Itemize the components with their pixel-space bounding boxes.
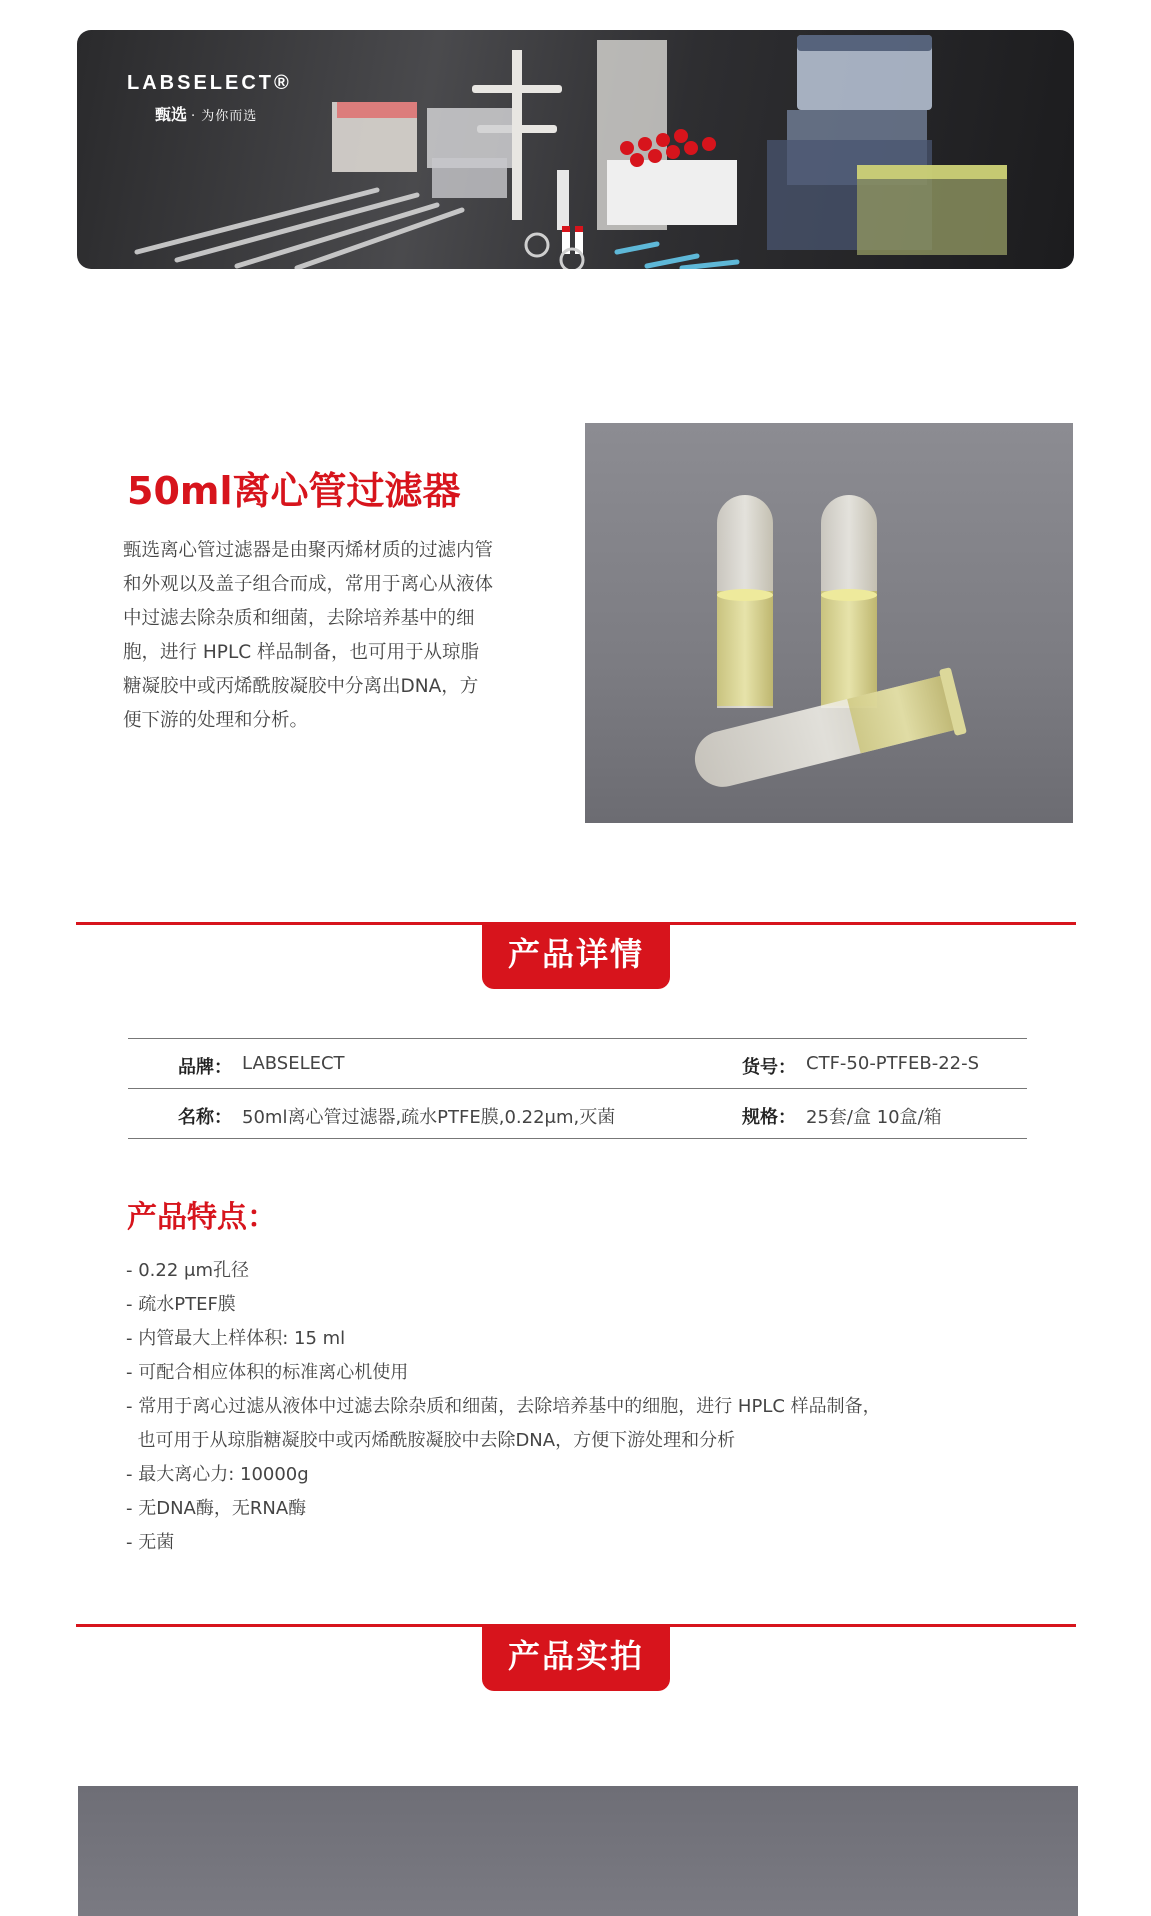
product-photo [585, 423, 1073, 823]
product-info-table [128, 1038, 1027, 1139]
list-item: - 无菌 [126, 1532, 175, 1553]
brand-slogan-text: · 为你而选 [191, 109, 258, 124]
product-description: 甄选离心管过滤器是由聚丙烯材质的过滤内管和外观以及盖子组合而成，常用于离心从液体中过滤去除杂质和细菌，去除培养基中的细胞，进行 HPLC 样品制备，也可用于从琼脂糖凝胶中或丙烯酰胺凝胶中分离出DNA，方便下游的处理和分析。 [123, 540, 494, 731]
list-item: 也可用于从琼脂糖凝胶中或丙烯酰胺凝胶中去除DNA，方便下游处理和分析 [126, 1430, 736, 1451]
brand-label: 品牌： [178, 1057, 232, 1078]
lab-products-illustration [77, 30, 1074, 269]
brand-banner [77, 30, 1074, 269]
list-item: - 最大离心力: 10000g [126, 1464, 309, 1485]
centrifuge-filter-tubes-image [585, 423, 1073, 823]
list-item: - 内管最大上样体积: 15 ml [126, 1328, 346, 1349]
spec-label: 规格： [742, 1107, 796, 1128]
table-row [128, 1088, 1027, 1139]
list-item: - 疏水PTEF膜 [126, 1294, 236, 1315]
brand-logo-cn: 甄选 [155, 105, 188, 124]
brand-slogan [155, 102, 257, 125]
list-item: - 无DNA酶，无RNA酶 [126, 1498, 307, 1519]
product-title: 50ml离心管过滤器 [127, 469, 461, 513]
features-title: 产品特点： [127, 1200, 277, 1235]
section-title-photos: 产品实拍 [482, 1627, 670, 1691]
brand-logo: LABSELECT® [127, 72, 292, 94]
list-item: - 常用于离心过滤从液体中过滤去除杂质和细菌，去除培养基中的细胞，进行 HPLC 样品制备， [126, 1396, 881, 1417]
list-item: - 0.22 μm孔径 [126, 1260, 250, 1281]
list-item: - 可配合相应体积的标准离心机使用 [126, 1362, 409, 1383]
features-list [126, 1254, 1026, 1560]
name-label: 名称： [178, 1107, 232, 1128]
sku-label: 货号： [742, 1057, 796, 1078]
spec-value: 25套/盒 10盒/箱 [806, 1107, 942, 1128]
brand-value: LABSELECT [242, 1053, 345, 1074]
section-title-details: 产品详情 [482, 925, 670, 989]
table-row [128, 1038, 1027, 1088]
sku-value: CTF-50-PTFEB-22-S [806, 1053, 980, 1074]
product-real-photo [78, 1786, 1078, 1916]
name-value: 50ml离心管过滤器,疏水PTFE膜,0.22μm,灭菌 [242, 1107, 616, 1128]
